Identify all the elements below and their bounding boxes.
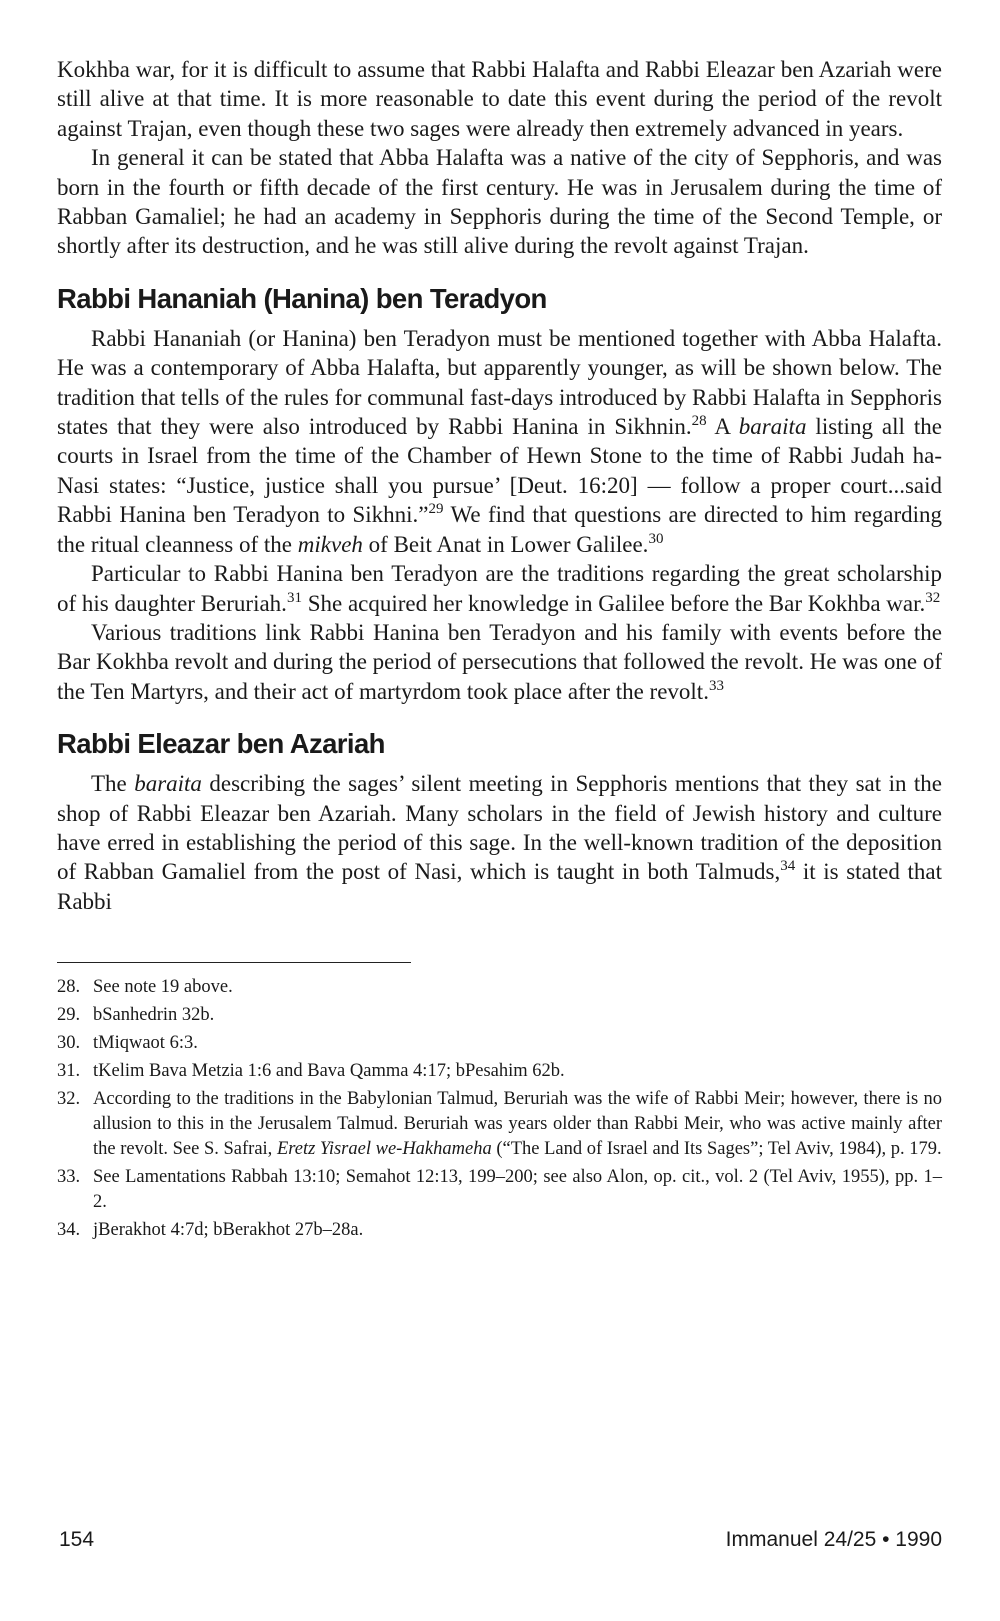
text-span: Various traditions link Rabbi Hanina ben Teradyon and his family with events before the Bar Kokhba revolt and during the period of persecutions that followed the revolt. He was one of the Ten Martyrs, and their act of martyrdom took place after the revolt.: [57, 619, 942, 704]
text-span: Particular to Rabbi Hanina ben Teradyon are the traditions regarding the great scholarship of his daughter Beruriah.: [57, 561, 942, 616]
hananiah-paragraph-3: [57, 618, 942, 706]
italic-term: mikveh: [297, 531, 363, 557]
footnote-text: According to the traditions in the Babylonian Talmud, Beruriah was the wife of Rabbi Meir; however, there is no allusion to this in the Jerusalem Talmud. Beruriah was years older than Rabbi Meir, who was active mainly after the revolt. See S. Safrai,: [93, 1089, 942, 1160]
text-span: Rabbi Hananiah (or Hanina) ben Teradyon must be mentioned together with Abba Halafta. He was a contemporary of Abba Halafta, but apparently younger, as will be shown below. The tradition that tells of the rules for communal fast-days introduced by Rabbi Halafta in Sepphoris states that they were also introduced by Rabbi Hanina in Sikhnin.: [57, 325, 942, 440]
page-content: [57, 55, 942, 1246]
section-heading-hananiah: Rabbi Hananiah (Hanina) ben Teradyon: [57, 282, 547, 314]
footnote-number: 32.: [57, 1089, 81, 1110]
text-span: it is stated that Rabbi: [57, 859, 942, 914]
footnote-text: tKelim Bava Metzia 1:6 and Bava Qamma 4:17; bPesahim 62b.: [93, 1061, 565, 1082]
footnote-33: [57, 1165, 942, 1215]
text-span: The: [91, 771, 135, 797]
footnote-number: 31.: [57, 1061, 81, 1082]
footnote-ref: 28: [691, 413, 707, 430]
footnote-30: [57, 1031, 942, 1056]
footnote-28: [57, 975, 942, 1000]
footnote-text: tMiqwaot 6:3.: [93, 1033, 198, 1054]
footnotes-list: [57, 975, 942, 1243]
footnote-text: See Lamentations Rabbah 13:10; Semahot 12:13, 199–200; see also Alon, op. cit., vol. 2 (Tel Aviv, 1955), pp. 1–2.: [93, 1167, 942, 1213]
footnote-text: bSanhedrin 32b.: [93, 1005, 215, 1026]
section-heading-eleazar: Rabbi Eleazar ben Azariah: [57, 728, 385, 760]
text-span: describing the sages’ silent meeting in Sepphoris mentions that they sat in the shop of Rabbi Eleazar ben Azariah. Many scholars in the field of Jewish history and culture have erred in establishing the period of this sage. In the well-known tradition of the deposition of Rabban Gamaliel from the post of Nasi, which is taught in both Talmuds,: [57, 771, 942, 885]
footnote-text: (“The Land of Israel and Its Sages”; Tel Aviv, 1984), p. 179.: [491, 1139, 942, 1160]
footnote-29: [57, 1003, 942, 1028]
footnote-number: 33.: [57, 1167, 81, 1188]
footnote-text: See note 19 above.: [93, 977, 233, 998]
footnote-text: jBerakhot 4:7d; bBerakhot 27b–28a.: [93, 1220, 364, 1241]
footnote-number: 29.: [57, 1005, 81, 1026]
footnote-number: 28.: [57, 977, 81, 998]
footnote-32: [57, 1087, 942, 1162]
italic-term: baraita: [738, 414, 807, 440]
footnote-number: 34.: [57, 1220, 81, 1241]
footnote-ref: 31: [286, 589, 302, 606]
italic-term: baraita: [134, 771, 202, 797]
footnote-ref: 30: [648, 530, 664, 547]
intro-paragraph-2: In general it can be stated that Abba Halafta was a native of the city of Sepphoris, and was born in the fourth or fifth decade of the first century. He was in Jerusalem during the time of Rabban Gamaliel; he had an academy in Sepphoris during the time of the Second Temple, or shortly after its destruction, and he was still alive during the revolt against Trajan.: [57, 145, 942, 259]
footnote-34: [57, 1218, 942, 1243]
text-span: She acquired her knowledge in Galilee before the Bar Kokhba war.: [301, 590, 926, 616]
intro-paragraph-1: Kokhba war, for it is difficult to assume that Rabbi Halafta and Rabbi Eleazar ben Azariah were still alive at that time. It is more reasonable to date this event during the period of the revolt against Trajan, even though these two sages were already then extremely advanced in years.: [57, 57, 942, 141]
hananiah-paragraph-1: [57, 324, 942, 559]
footnote-ref: 34: [780, 858, 796, 875]
footnote-ref: 32: [925, 589, 941, 606]
page-footer: [59, 1528, 942, 1552]
journal-citation: Immanuel 24/25 • 1990: [725, 1528, 942, 1551]
text-span: of Beit Anat in Lower Galilee.: [362, 531, 649, 557]
text-span: A: [706, 414, 739, 440]
footnote-number: 30.: [57, 1033, 81, 1054]
footnote-ref: 29: [428, 501, 444, 518]
text-span: We find that questions are directed to him regarding the ritual cleanness of the: [57, 502, 942, 557]
eleazar-paragraph-1: [57, 769, 942, 916]
italic-title: Eretz Yisrael we-Hakhameha: [276, 1139, 492, 1160]
text-span: listing all the courts in Israel from the time of the Chamber of Hewn Stone to the time of Rabbi Judah ha-Nasi states: “Justice, justice shall you pursue’ [Deut. 16:20] — follow a proper court...said Rabbi Hanina ben Teradyon to Sikhni.”: [57, 414, 942, 528]
footnote-divider: [57, 962, 411, 963]
page-number: 154: [59, 1528, 95, 1551]
footnote-31: [57, 1059, 942, 1084]
hananiah-paragraph-2: [57, 559, 942, 618]
footnote-ref: 33: [708, 677, 724, 694]
